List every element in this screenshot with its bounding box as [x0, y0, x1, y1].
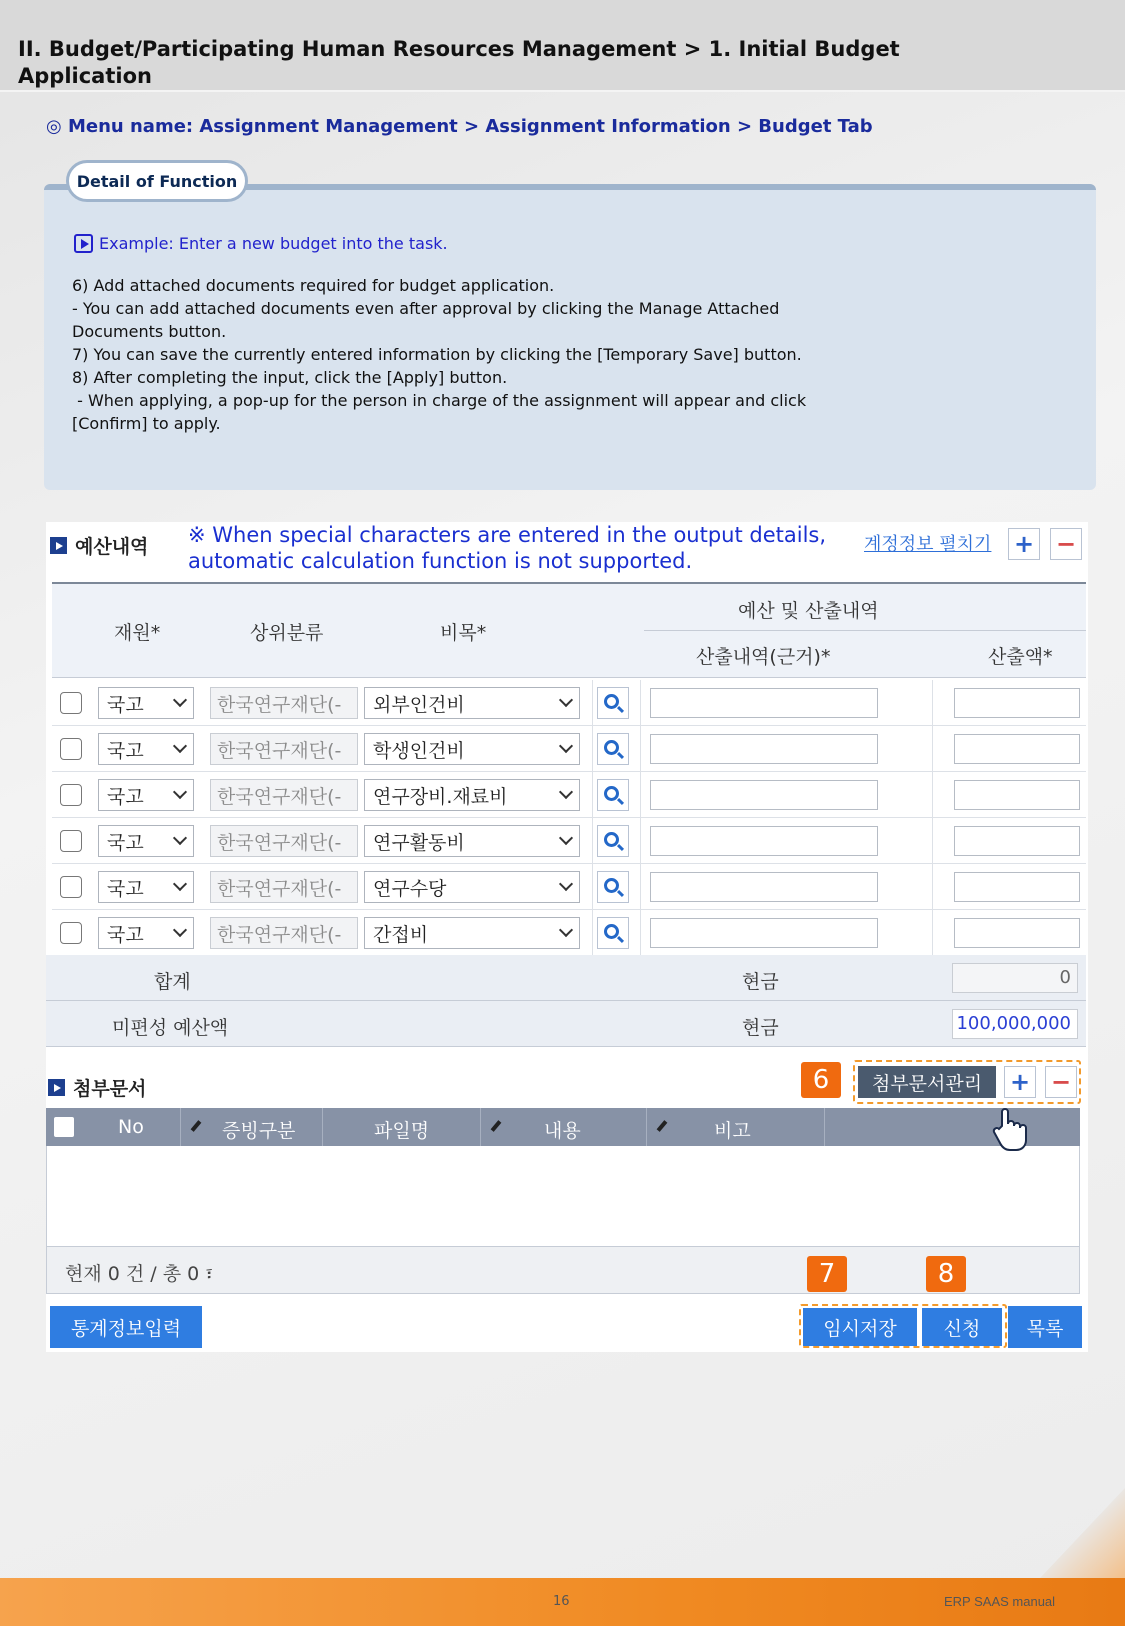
- chevron-down-icon: [559, 831, 573, 845]
- source-select[interactable]: [98, 687, 194, 719]
- col-no: No: [118, 1116, 144, 1138]
- item-value: 연구활동비: [373, 831, 465, 854]
- manage-attachments-button[interactable]: 첨부문서관리: [858, 1066, 996, 1098]
- row-checkbox[interactable]: [60, 738, 82, 760]
- source-select[interactable]: [98, 825, 194, 857]
- example-text: Example: Enter a new budget into the task.: [99, 234, 448, 253]
- search-button[interactable]: [597, 871, 629, 903]
- source-select[interactable]: [98, 779, 194, 811]
- col-separator: [480, 1108, 481, 1146]
- unallocated-value: 100,000,000: [952, 1009, 1078, 1039]
- column-divider: [592, 818, 593, 864]
- row-checkbox[interactable]: [60, 876, 82, 898]
- header-parent-category: 상위분류: [250, 622, 324, 644]
- example-line: [74, 234, 448, 253]
- search-icon: [604, 740, 619, 755]
- chevron-down-icon: [173, 831, 187, 845]
- source-value: 국고: [107, 693, 144, 716]
- page-header: [0, 0, 1125, 92]
- column-divider: [932, 726, 933, 772]
- header-item: 비목*: [440, 622, 487, 644]
- amount-input[interactable]: [954, 780, 1080, 810]
- unallocated-label: 미편성 예산액: [112, 1017, 229, 1039]
- section-arrow-icon: [48, 1079, 65, 1096]
- column-divider: [640, 726, 641, 772]
- item-select[interactable]: [364, 825, 580, 857]
- parent-category-field: 한국연구재단(-: [210, 871, 358, 903]
- row-checkbox[interactable]: [60, 830, 82, 852]
- parent-category-field: 한국연구재단(-: [210, 687, 358, 719]
- select-all-checkbox[interactable]: [54, 1117, 74, 1137]
- budget-row: [52, 818, 1086, 864]
- basis-input[interactable]: [650, 734, 878, 764]
- basis-input[interactable]: [650, 688, 878, 718]
- budget-row: [52, 772, 1086, 818]
- play-icon: [74, 234, 93, 253]
- search-icon: [604, 786, 619, 801]
- column-divider: [640, 818, 641, 864]
- parent-category-field: 한국연구재단(-: [210, 917, 358, 949]
- col-separator: [824, 1108, 825, 1146]
- budget-row: [52, 680, 1086, 726]
- column-divider: [932, 818, 933, 864]
- chevron-down-icon: [173, 739, 187, 753]
- item-value: 연구수당: [373, 877, 447, 900]
- column-divider: [592, 910, 593, 956]
- remove-row-button[interactable]: −: [1050, 528, 1082, 560]
- total-value: 0: [952, 963, 1078, 993]
- edit-icon: [191, 1120, 202, 1132]
- chevron-down-icon: [559, 785, 573, 799]
- col-evidence-type: 증빙구분: [222, 1120, 296, 1142]
- search-button[interactable]: [597, 917, 629, 949]
- row-checkbox[interactable]: [60, 784, 82, 806]
- temporary-save-button[interactable]: 임시저장: [803, 1308, 917, 1346]
- chevron-down-icon: [559, 877, 573, 891]
- unallocated-type: 현금: [742, 1017, 779, 1039]
- desc-line: - You can add attached documents even after approval by clicking the Manage Attached: [72, 299, 780, 318]
- source-select[interactable]: [98, 733, 194, 765]
- budget-row: [52, 910, 1086, 956]
- header-source: 재원*: [114, 622, 161, 644]
- amount-input[interactable]: [954, 918, 1080, 948]
- basis-input[interactable]: [650, 780, 878, 810]
- col-separator: [646, 1108, 647, 1146]
- search-icon: [604, 924, 619, 939]
- desc-line: 6) Add attached documents required for budget application.: [72, 276, 555, 295]
- desc-line: 8) After completing the input, click the [Apply] button.: [72, 368, 508, 387]
- column-divider: [592, 680, 593, 726]
- unallocated-row: [46, 1001, 1086, 1047]
- desc-line: - When applying, a pop-up for the person in charge of the assignment will appear and click: [72, 391, 807, 410]
- row-checkbox[interactable]: [60, 692, 82, 714]
- attachments-count: 현재 0 건 / 총 0 ፣: [65, 1263, 214, 1285]
- total-label: 합계: [154, 971, 191, 993]
- apply-button[interactable]: 신청: [922, 1308, 1002, 1346]
- edit-icon: [657, 1120, 668, 1132]
- item-select[interactable]: [364, 917, 580, 949]
- column-divider: [592, 864, 593, 910]
- attachments-section-title: 첨부문서: [73, 1078, 147, 1100]
- page-title: II. Budget/Participating Human Resources Management > 1. Initial Budget Application: [18, 37, 900, 88]
- total-row: [46, 955, 1086, 1001]
- item-select[interactable]: [364, 871, 580, 903]
- item-value: 외부인건비: [373, 693, 465, 716]
- header-amount: 산출액*: [988, 646, 1053, 668]
- col-file-name: 파일명: [374, 1120, 430, 1142]
- search-button[interactable]: [597, 825, 629, 857]
- parent-category-field: 한국연구재단(-: [210, 733, 358, 765]
- page-curl: [1040, 1488, 1125, 1578]
- amount-input[interactable]: [954, 734, 1080, 764]
- row-checkbox[interactable]: [60, 922, 82, 944]
- source-value: 국고: [107, 739, 144, 762]
- footer-label: ERP SAAS manual: [944, 1594, 1056, 1609]
- step-badge-8: 8: [926, 1256, 966, 1292]
- remove-attachment-button[interactable]: −: [1045, 1066, 1077, 1098]
- column-divider: [592, 772, 593, 818]
- column-divider: [640, 910, 641, 956]
- function-tab: Detail of Function: [66, 160, 248, 202]
- header-divider: [644, 630, 1086, 631]
- amount-input[interactable]: [954, 826, 1080, 856]
- function-description: [72, 274, 852, 435]
- col-separator: [322, 1108, 323, 1146]
- add-row-button[interactable]: +: [1008, 528, 1040, 560]
- chevron-down-icon: [173, 693, 187, 707]
- col-note: 비고: [714, 1120, 751, 1142]
- column-divider: [640, 864, 641, 910]
- budget-table-header: [52, 582, 1086, 678]
- list-button[interactable]: 목록: [1008, 1306, 1082, 1348]
- source-value: 국고: [107, 877, 144, 900]
- attachments-table-header: [46, 1108, 1080, 1146]
- column-divider: [932, 864, 933, 910]
- parent-category-field: 한국연구재단(-: [210, 779, 358, 811]
- basis-input[interactable]: [650, 918, 878, 948]
- attachments-section-heading: [48, 1074, 146, 1101]
- desc-line: 7) You can save the currently entered information by clicking the [Temporary Save] button.: [72, 345, 802, 364]
- search-button[interactable]: [597, 733, 629, 765]
- expand-account-info-link[interactable]: 계정정보 펼치기: [864, 534, 992, 555]
- menu-name: ◎ Menu name: Assignment Management > Assignment Information > Budget Tab: [46, 116, 873, 137]
- search-icon: [604, 694, 619, 709]
- step-badge-7: 7: [807, 1256, 847, 1292]
- enter-statistics-button[interactable]: 통계정보입력: [50, 1306, 202, 1348]
- column-divider: [932, 910, 933, 956]
- desc-line: Documents button.: [72, 322, 227, 341]
- attachments-table-body: [46, 1146, 1080, 1246]
- header-budget-group: 예산 및 산출내역: [738, 600, 879, 622]
- item-value: 연구장비.재료비: [373, 785, 508, 808]
- search-button[interactable]: [597, 687, 629, 719]
- chevron-down-icon: [173, 923, 187, 937]
- budget-section-title: 예산내역: [75, 536, 149, 558]
- item-value: 학생인건비: [373, 739, 465, 762]
- column-divider: [592, 726, 593, 772]
- total-type: 현금: [742, 971, 779, 993]
- source-value: 국고: [107, 831, 144, 854]
- col-content: 내용: [544, 1120, 581, 1142]
- search-icon: [604, 878, 619, 893]
- step-badge-6: 6: [801, 1062, 841, 1098]
- budget-section-heading: [50, 532, 148, 559]
- page-number: 16: [553, 1594, 570, 1609]
- basis-input[interactable]: [650, 826, 878, 856]
- attachments-table-footer: [46, 1246, 1080, 1294]
- parent-category-field: 한국연구재단(-: [210, 825, 358, 857]
- source-value: 국고: [107, 785, 144, 808]
- basis-input[interactable]: [650, 872, 878, 902]
- source-select[interactable]: [98, 917, 194, 949]
- amount-input[interactable]: [954, 872, 1080, 902]
- source-select[interactable]: [98, 871, 194, 903]
- header-basis: 산출내역(근거)*: [696, 646, 831, 668]
- item-select[interactable]: [364, 687, 580, 719]
- item-value: 간접비: [373, 923, 429, 946]
- calculation-notice: ※ When special characters are entered in the output details, automatic calculation function is not supported.: [188, 523, 827, 573]
- add-attachment-button[interactable]: +: [1004, 1066, 1036, 1098]
- desc-line: [Confirm] to apply.: [72, 414, 221, 433]
- chevron-down-icon: [559, 693, 573, 707]
- chevron-down-icon: [559, 923, 573, 937]
- search-button[interactable]: [597, 779, 629, 811]
- section-arrow-icon: [50, 537, 67, 554]
- budget-row: [52, 726, 1086, 772]
- col-separator: [180, 1108, 181, 1146]
- amount-input[interactable]: [954, 688, 1080, 718]
- column-divider: [640, 680, 641, 726]
- item-select[interactable]: [364, 779, 580, 811]
- item-select[interactable]: [364, 733, 580, 765]
- column-divider: [640, 772, 641, 818]
- chevron-down-icon: [173, 785, 187, 799]
- budget-row: [52, 864, 1086, 910]
- pointer-hand-icon: [988, 1104, 1028, 1154]
- column-divider: [932, 680, 933, 726]
- search-icon: [604, 832, 619, 847]
- edit-icon: [491, 1120, 502, 1132]
- source-value: 국고: [107, 923, 144, 946]
- column-divider: [932, 772, 933, 818]
- chevron-down-icon: [559, 739, 573, 753]
- chevron-down-icon: [173, 877, 187, 891]
